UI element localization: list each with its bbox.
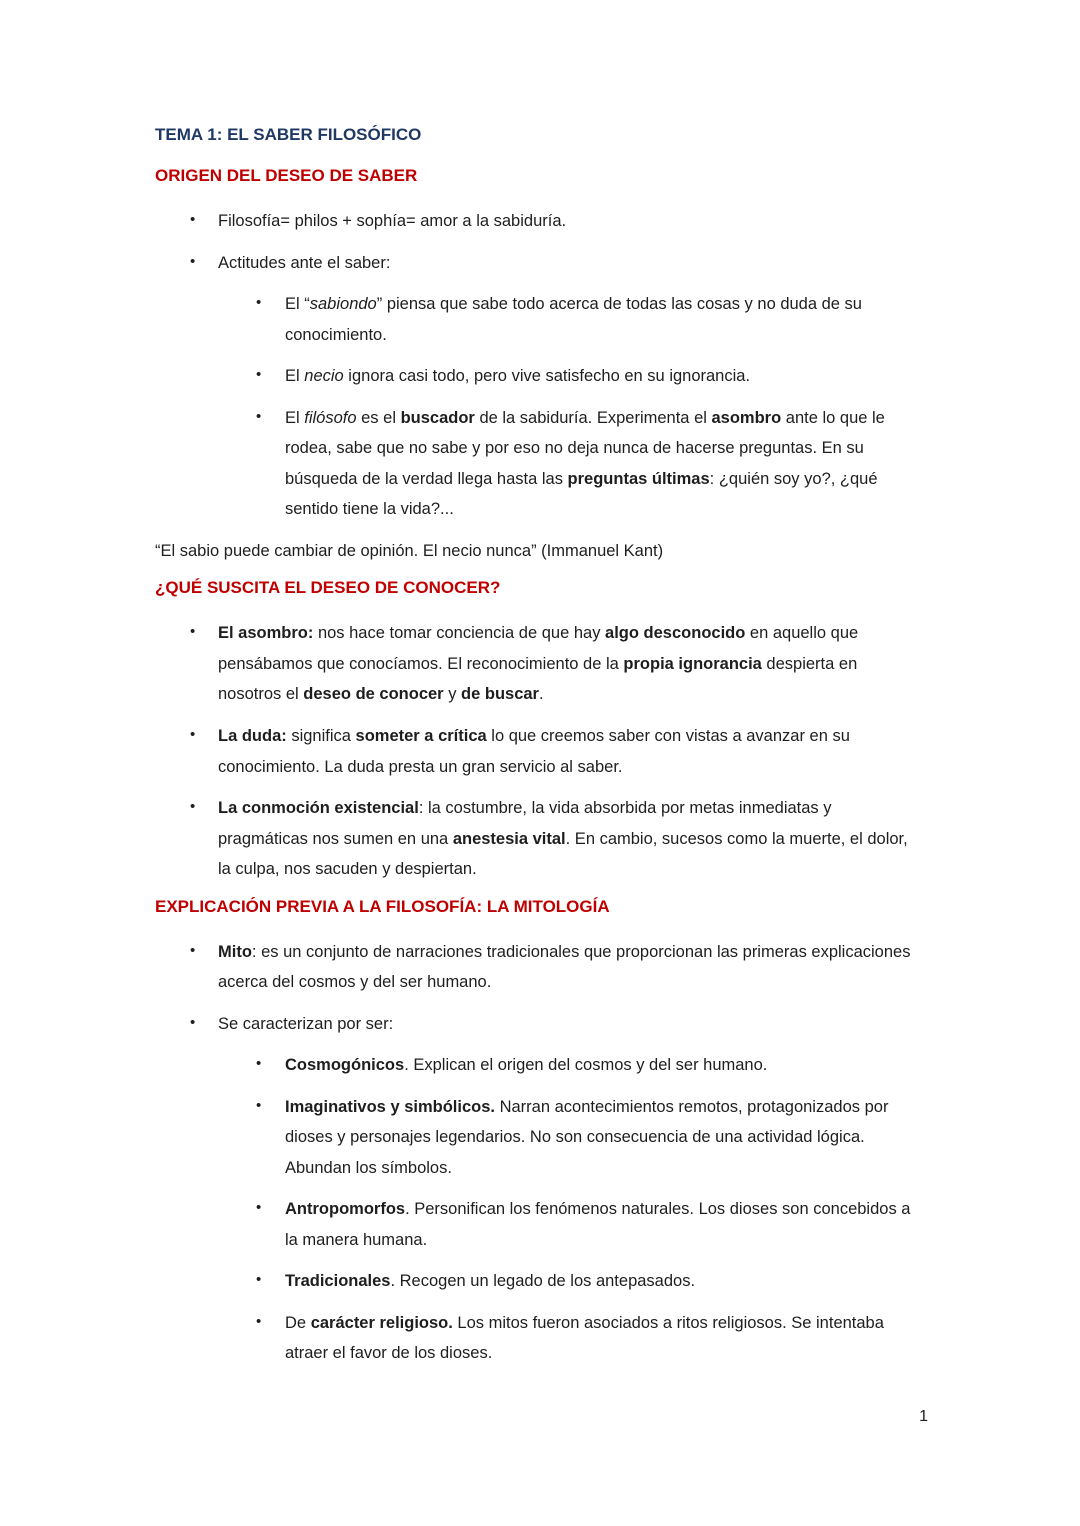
doc-blocks: [155, 165, 919, 1369]
text-segment: Narran acontecimientos remotos, protagonizados por dioses y personajes legendarios. No son consecuencia de una actividad lógica. Abundan los símbolos.: [285, 1097, 889, 1177]
text-segment: carácter religioso.: [310, 1313, 453, 1332]
text-segment: Cosmogónicos: [285, 1056, 405, 1075]
bullet-marker-icon: •: [190, 252, 196, 270]
text-segment: : es un conjunto de narraciones tradicionales que proporcionan las primeras explicaciones acerca del cosmos y del ser humano.: [218, 942, 911, 992]
text-segment: de buscar: [461, 685, 539, 704]
bullet-text: [218, 1015, 393, 1033]
text-segment: ¿QUÉ SUSCITA EL DESEO DE CONOCER?: [155, 578, 501, 598]
text-segment: Filosofía= philos + sophía= amor a la sabiduría.: [218, 212, 567, 231]
section-heading: [155, 165, 919, 187]
text-segment: es el: [356, 408, 401, 427]
bullet-item: [155, 793, 919, 885]
bullet-text: [218, 254, 390, 272]
text-segment: . Recogen un legado de los antepasados.: [390, 1272, 696, 1291]
bullet-text: [218, 799, 908, 878]
bullet-marker-icon: •: [190, 941, 196, 959]
text-segment: Tradicionales: [285, 1272, 391, 1291]
bullet-item: [155, 1266, 919, 1297]
text-segment: deseo de conocer: [303, 685, 444, 704]
bullet-marker-icon: •: [256, 294, 262, 312]
bullet-marker-icon: •: [256, 1312, 262, 1330]
quote-paragraph: [155, 536, 919, 567]
bullet-item: [155, 1308, 919, 1369]
bullet-marker-icon: •: [190, 211, 196, 229]
text-segment: Se caracterizan por ser:: [218, 1014, 394, 1033]
text-segment: de la sabiduría. Experimenta el: [474, 408, 712, 427]
text-segment: : ¿quién soy yo?, ¿qué sentido tiene la vida?...: [285, 469, 878, 519]
bullet-text: [218, 212, 566, 230]
text-segment: nos hace tomar conciencia de que hay: [313, 624, 606, 643]
bullet-item: [155, 1050, 919, 1081]
text-segment: anestesia vital: [452, 829, 566, 848]
document-title: TEMA 1: EL SABER FILOSÓFICO: [155, 125, 422, 144]
text-segment: LA MITOLOGÍA: [482, 896, 610, 916]
text-segment: Actitudes ante el saber:: [218, 253, 391, 272]
text-segment: :: [476, 896, 483, 916]
bullet-marker-icon: •: [190, 798, 196, 816]
bullet-marker-icon: •: [256, 1271, 262, 1289]
bullet-item: [155, 361, 919, 392]
section-heading: [155, 896, 919, 918]
document-content: [155, 124, 919, 1380]
text-segment: El: [285, 408, 305, 427]
bullet-marker-icon: •: [190, 623, 196, 641]
text-segment: “El sabio puede cambiar de opinión. El necio nunca” (Immanuel Kant): [155, 541, 664, 560]
text-segment: filósofo: [304, 408, 357, 427]
text-segment: buscador: [400, 408, 475, 427]
text-segment: despierta en nosotros el: [218, 654, 858, 704]
text-segment: Imaginativos y simbólicos.: [285, 1097, 495, 1116]
text-segment: algo desconocido: [605, 624, 746, 643]
bullet-text: [285, 367, 750, 385]
bullet-text: [285, 1098, 888, 1177]
text-segment: preguntas últimas: [567, 469, 710, 488]
text-segment: Antropomorfos: [285, 1200, 406, 1219]
bullet-marker-icon: •: [256, 366, 262, 384]
text-segment: ” piensa que sabe todo acerca de todas las cosas y no duda de su conocimiento.: [285, 295, 862, 344]
text-segment: . En cambio, sucesos como la muerte, el dolor, la culpa, nos sacuden y despiertan.: [218, 829, 908, 879]
text-segment: Los mitos fueron asociados a ritos religiosos. Se intentaba atraer el favor de los dioses.: [285, 1313, 884, 1363]
bullet-text: [285, 409, 885, 519]
bullet-item: [155, 206, 919, 237]
bullet-item: [155, 1194, 919, 1255]
bullet-text: [285, 295, 862, 344]
bullet-item: [155, 937, 919, 998]
text-segment: El “: [285, 295, 310, 314]
bullet-item: [155, 1009, 919, 1040]
bullet-item: [155, 403, 919, 525]
bullet-item: [155, 721, 919, 782]
bullet-marker-icon: •: [256, 1199, 262, 1217]
text-segment: ante lo que le rodea, sabe que no sabe y por eso no deja nunca de hacerse preguntas. En su búsqueda de la verdad llega hasta las: [285, 408, 885, 488]
text-segment: asombro: [711, 408, 782, 427]
bullet-text: [218, 943, 910, 992]
text-segment: propia ignorancia: [623, 654, 762, 673]
text-segment: EXPLICACIÓN PREVIA A LA FILOSOFÍA: [155, 896, 477, 916]
text-segment: . Explican el origen del cosmos y del ser humano.: [404, 1056, 768, 1075]
bullet-text: [285, 1314, 884, 1363]
bullet-marker-icon: •: [190, 1013, 196, 1031]
text-segment: lo que creemos saber con vistas a avanzar en su conocimiento. La duda presta un gran servicio al saber.: [218, 726, 850, 776]
text-segment: ignora casi todo, pero vive satisfecho en su ignorancia.: [343, 367, 751, 386]
bullet-item: [155, 289, 919, 350]
text-segment: La duda:: [218, 726, 287, 745]
text-segment: significa: [286, 726, 356, 745]
page-number: 1: [919, 1408, 928, 1425]
text-segment: ORIGEN DEL DESEO DE SABER: [155, 166, 418, 186]
text-segment: .: [538, 685, 544, 704]
bullet-marker-icon: •: [256, 1055, 262, 1073]
section-heading: [155, 577, 919, 599]
text-segment: someter a crítica: [355, 726, 487, 745]
text-segment: : la costumbre, la vida absorbida por metas inmediatas y pragmáticas nos sumen en una: [218, 799, 832, 848]
text-segment: El: [285, 367, 305, 386]
text-segment: necio: [304, 367, 344, 386]
bullet-item: [155, 1092, 919, 1184]
bullet-item: [155, 248, 919, 279]
bullet-marker-icon: •: [256, 407, 262, 425]
text-segment: Mito: [218, 942, 252, 961]
text-segment: y: [443, 685, 462, 704]
bullet-marker-icon: •: [256, 1096, 262, 1114]
bullet-text: [285, 1272, 695, 1290]
text-segment: . Personifican los fenómenos naturales. Los dioses son concebidos a la manera humana.: [285, 1200, 911, 1249]
bullet-item: [155, 618, 919, 710]
bullet-text: [285, 1200, 910, 1249]
text-segment: De: [285, 1313, 311, 1332]
text-segment: en aquello que pensábamos que conocíamos. El reconocimiento de la: [218, 624, 859, 673]
text-segment: La conmoción existencial: [218, 799, 419, 818]
text-segment: sabiondo: [309, 295, 377, 314]
bullet-text: [218, 727, 850, 776]
bullet-marker-icon: •: [190, 725, 196, 743]
bullet-text: [218, 624, 858, 703]
text-segment: El asombro:: [218, 624, 314, 643]
bullet-text: [285, 1056, 767, 1074]
